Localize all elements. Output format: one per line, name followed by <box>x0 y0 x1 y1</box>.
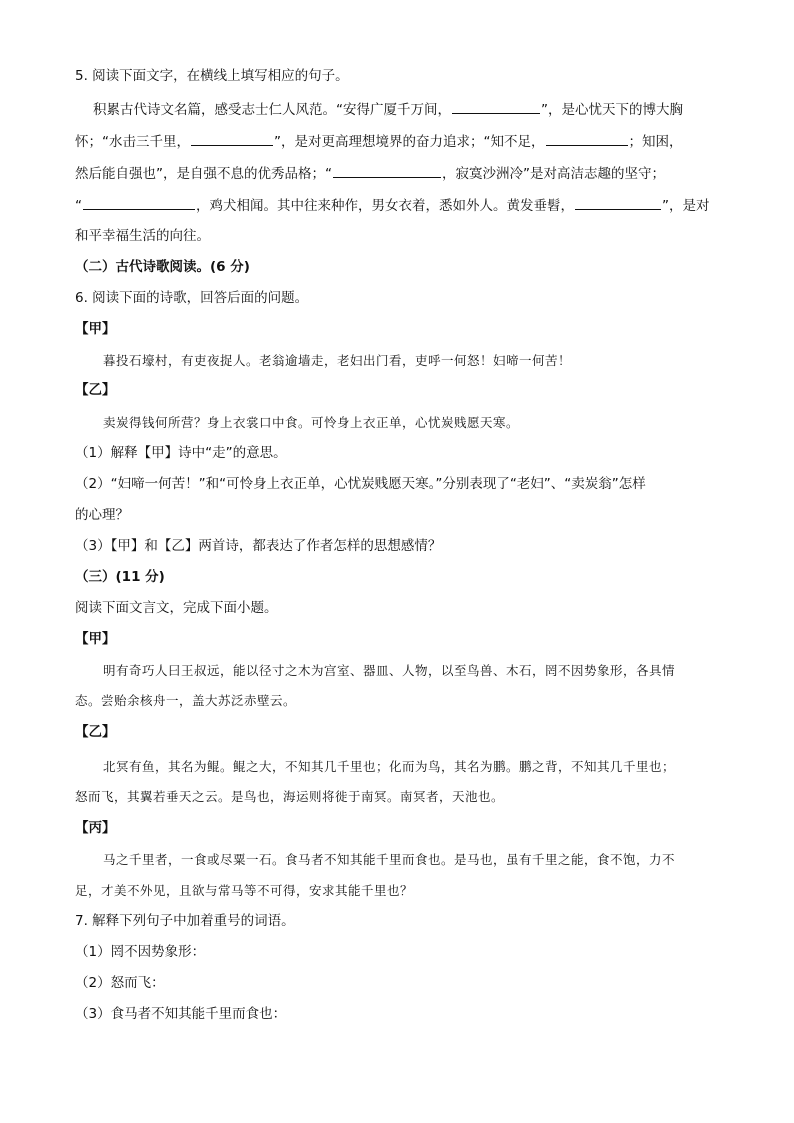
section3-heading: （三）(11 分) <box>75 569 165 585</box>
text-bing-label: 【丙】 <box>75 820 116 836</box>
q5-text: ；知困， <box>628 134 683 150</box>
text-yi-label: 【乙】 <box>75 724 116 740</box>
text-jia-line-1: 明有奇巧人曰王叔远，能以径寸之木为宫室、器皿、人物，以至鸟兽、木石，罔不因势象形，各具情 <box>103 663 676 678</box>
q5-title: 5. 阅读下面文字，在横线上填写相应的句子。 <box>75 68 349 84</box>
q7-sub-3: （3）食马者不知其能千里而食也： <box>75 1006 287 1022</box>
q7-sub-2: （2）怒而飞： <box>75 975 165 991</box>
q5-line-5: 和平幸福生活的向往。 <box>75 228 210 244</box>
q5-text: ”，是对更高理想境界的奋力追求；“知不足， <box>274 134 545 150</box>
q6-title: 6. 阅读下面的诗歌，回答后面的问题。 <box>75 290 309 306</box>
q5-line-4 <box>75 195 734 216</box>
answer-blank[interactable] <box>191 131 273 146</box>
section2-heading: （二）古代诗歌阅读。(6 分) <box>75 259 250 275</box>
q6-sub-3: （3）【甲】和【乙】两首诗，都表达了作者怎样的思想感情？ <box>75 538 442 554</box>
poem-yi-text: 卖炭得钱何所营？身上衣裳口中食。可怜身上衣正单，心忧炭贱愿天寒。 <box>103 415 520 430</box>
q6-sub-2-a: （2）“妇啼一何苦！”和“可怜身上衣正单，心忧炭贱愿天寒。”分别表现了“老妇”、“卖炭翁”怎样 <box>75 476 646 492</box>
q5-line-1 <box>93 99 734 120</box>
q5-text: ”，是心忧天下的博大胸 <box>541 102 683 118</box>
answer-blank[interactable] <box>546 131 628 146</box>
q5-text: 怀；“水击三千里， <box>75 134 190 150</box>
q6-sub-2-b: 的心理？ <box>75 507 129 523</box>
answer-blank[interactable] <box>575 195 661 210</box>
answer-blank[interactable] <box>333 163 441 178</box>
q5-text: ”，是对 <box>662 198 710 214</box>
q5-line-3 <box>75 163 734 184</box>
text-jia-line-2: 态。尝贻余核舟一，盖大苏泛赤壁云。 <box>75 693 297 708</box>
q5-text: 积累古代诗文名篇，感受志士仁人风范。“安得广厦千万间， <box>93 102 451 118</box>
text-yi-line-2: 怒而飞，其翼若垂天之云。是鸟也，海运则将徙于南冥。南冥者，天池也。 <box>75 789 505 804</box>
q6-sub-1: （1）解释【甲】诗中“走”的意思。 <box>75 445 287 461</box>
text-yi-line-1: 北冥有鱼，其名为鲲。鲲之大，不知其几千里也；化而为鸟，其名为鹏。鹏之背，不知其几千里也； <box>103 759 676 774</box>
answer-blank[interactable] <box>452 99 540 114</box>
q5-text: ，寂寞沙洲冷”是对高洁志趣的坚守； <box>442 166 665 182</box>
text-jia-label: 【甲】 <box>75 631 116 647</box>
poem-yi-label: 【乙】 <box>75 382 116 398</box>
text-bing-line-1: 马之千里者，一食或尽粟一石。食马者不知其能千里而食也。是马也，虽有千里之能，食不饱，力不 <box>103 852 676 867</box>
poem-jia-text: 暮投石壕村，有吏夜捉人。老翁逾墙走，老妇出门看，吏呼一何怒！妇啼一何苦！ <box>103 353 572 368</box>
q5-text: “ <box>75 198 82 214</box>
text-bing-line-2: 足，才美不外见，且欲与常马等不可得，安求其能千里也？ <box>75 883 414 898</box>
q5-text: 然后能自强也”，是自强不息的优秀品格；“ <box>75 166 332 182</box>
q5-line-2 <box>75 131 734 152</box>
q7-title: 7. 解释下列句子中加着重号的词语。 <box>75 913 295 929</box>
q5-text: ，鸡犬相闻。其中往来种作，男女衣着，悉如外人。黄发垂髫， <box>196 198 574 214</box>
poem-jia-label: 【甲】 <box>75 321 116 337</box>
answer-blank[interactable] <box>83 195 195 210</box>
q7-sub-1: （1）罔不因势象形： <box>75 944 206 960</box>
section3-intro: 阅读下面文言文，完成下面小题。 <box>75 600 278 616</box>
